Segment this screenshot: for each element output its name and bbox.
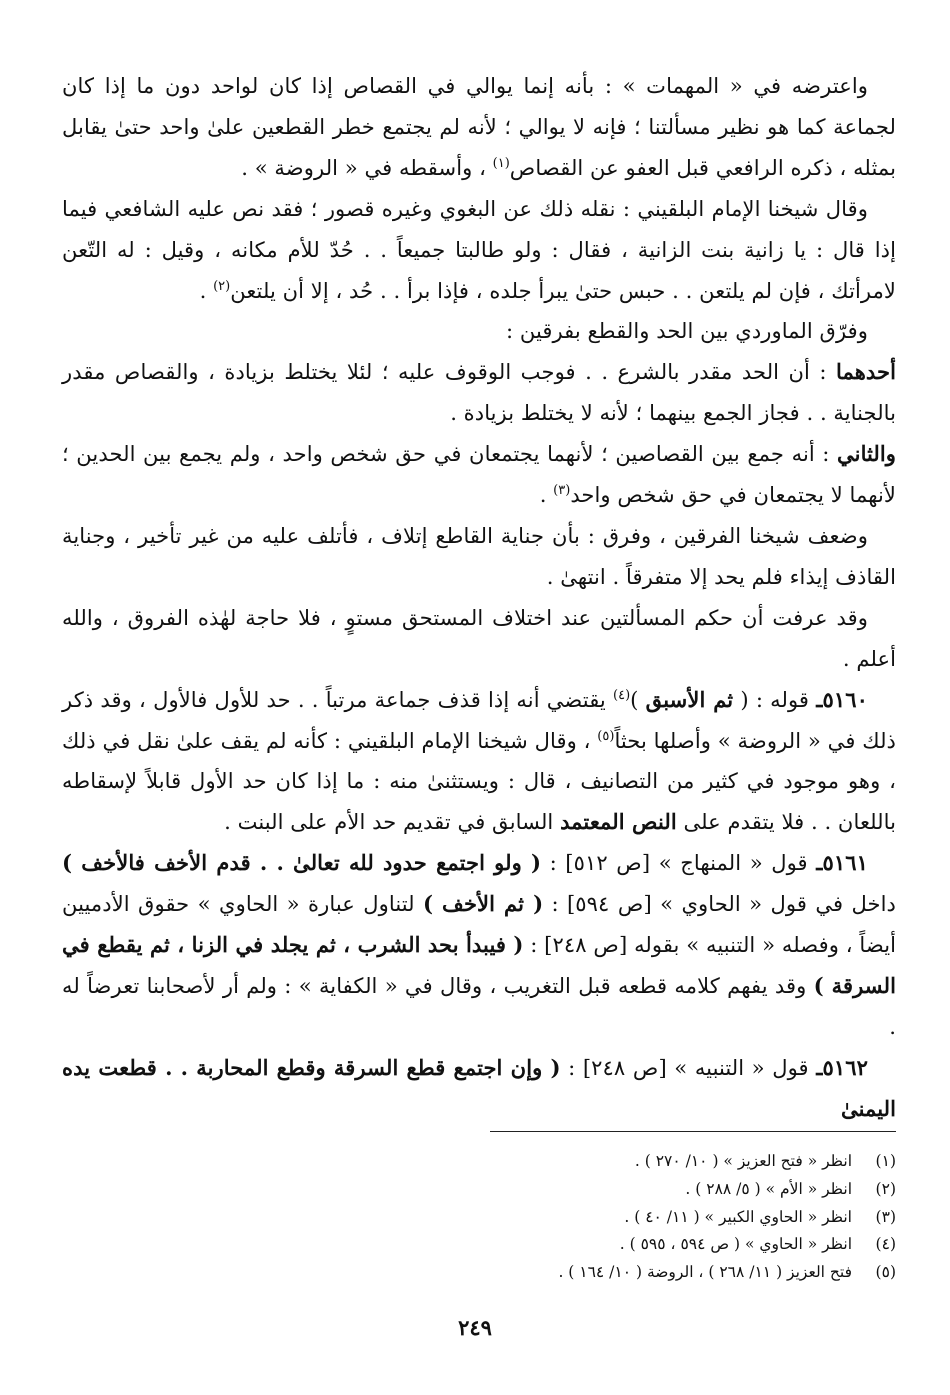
footnote-ref-1: (١) [492, 155, 510, 171]
text: قول « التنبيه » [ص ٢٤٨] : [560, 1054, 817, 1080]
text: : أن الحد مقدر بالشرع . . فوجب الوقوف عليه ؛ لئلا يختلط بزيادة ، والقصاص مقدر بالجناية . . فجاز الجمع بينهما ؛ لأنه لا يختلط بزيادة . [62, 359, 896, 426]
text: : أنه جمع بين القصاصين ؛ لأنهما يجتمعان في حق شخص واحد ، ولم يجمع بين الحدين ؛ لأنهما لا يجتمعان في حق شخص واحد [62, 441, 896, 508]
text: لتناول عبارة « الحاوي » حقوق الأدميين أيضاً ، وفصله « التنبيه » بقوله [ص ٢٤٨] : [62, 891, 897, 958]
footnote-text: انظر « فتح العزيز » ( ١٠/ ٢٧٠ ) . [634, 1152, 852, 1170]
entry-5162 [62, 1048, 896, 1130]
paragraph-3: وفرّق الماوردي بين الحد والقطع بفرقين : [505, 318, 868, 344]
quoted-text: ( ثم الأخف ) [422, 891, 544, 917]
footnote [62, 1176, 896, 1204]
quoted-text: ( فيبدأ بحد الشرب ، ثم يجلد في الزنا ، ثم يقطع في السرقة ) [62, 932, 897, 998]
footnote-number: (٥) [875, 1263, 896, 1282]
footnote-ref-2: (٢) [213, 278, 231, 294]
footnote [62, 1259, 896, 1287]
paragraph-2 [62, 189, 896, 312]
entry-number: ٥١٦٠ـ [816, 686, 868, 712]
text: قول « المنهاج » [ص ٥١٢] : [541, 850, 817, 876]
entry-number: ٥١٦١ـ [816, 850, 868, 876]
footnote-number: (٣) [875, 1207, 896, 1226]
footnote-text: فتح العزيز ( ١١/ ٢٦٨ ) ، الروضة ( ١٠/ ١٦٤ ) . [558, 1263, 852, 1282]
quoted-text: ( وإن اجتمع قطع السرقة وقطع المحاربة . . قطعت يده اليمنىٰ [62, 1054, 896, 1121]
footnote-text: انظر « الحاوي الكبير » ( ١١/ ٤٠ ) . [624, 1207, 852, 1226]
text: قوله : ( [733, 686, 817, 712]
entry-number: ٥١٦٢ـ [816, 1054, 868, 1080]
paragraph-7: وقد عرفت أن حكم المسألتين عند اختلاف المستحق مستوٍ ، فلا حاجة لهٰذه الفروق ، والله أعلم . [62, 604, 896, 671]
paragraph-5 [62, 434, 896, 516]
footnote-ref-4: (٤) [613, 687, 631, 703]
footnote [62, 1231, 896, 1259]
text: وقد يفهم كلامه قطعه قبل التغريب ، وقال في « الكفاية » : ولم أر لأصحابنا تعرضاً له . [62, 972, 896, 1039]
footnote-ref-5: (٥) [597, 728, 615, 744]
text: يقتضي أنه إذا قذف جماعة مرتباً . . حد للأول فالأول ، وقد ذكر ذلك في « الروضة » وأصلها بحثاً [62, 686, 896, 753]
entry-5160 [62, 680, 896, 844]
text: وقال شيخنا الإمام البلقيني : نقله ذلك عن البغوي وغيره قصور ؛ فقد نص عليه الشافعي فيما إذا قال : يا زانية بنت الزانية ، فقال : ولو طالبتا جميعاً . . حُدّ للأم مكانه ، وقيل : له التّعن لامرأتك ، فإن لم يلتعن . . حبس حتىٰ يبرأ جلده ، فإذا برأ . . حُد ، إلا أن يلتعن [62, 195, 896, 303]
paragraph-1 [62, 66, 896, 189]
quoted-text: ثم الأسبق [645, 686, 734, 712]
footnote-text: انظر « الحاوي » ( ص ٥٩٤ ، ٥٩٥ ) . [619, 1235, 852, 1254]
text: السابق في تقديم حد الأم على البنت . [224, 809, 561, 835]
text: . [539, 482, 554, 508]
main-text [62, 66, 896, 1130]
paragraph-4 [62, 352, 896, 434]
text: واعترضه في « المهمات » : بأنه إنما يوالي في القصاص إذا كان لواحد دون ما إذا كان لجماعة كما هو نظير مسألتنا ؛ فإنه لا يوالي ؛ لأنه لم يجتمع خطر القطعين علىٰ واحد حتىٰ يقابل بمثله ، ذكره الرافعي قبل العفو عن القصاص [62, 73, 896, 180]
footnote [62, 1204, 896, 1232]
footnotes [62, 1148, 896, 1287]
paragraph-6: وضعف شيخنا الفرقين ، وفرق : بأن جناية القاطع إتلاف ، فأتلف عليه من غير تأخير ، وجناية القاذف إيذاء فلم يحد إلا متفرقاً . انتهىٰ . [62, 522, 896, 589]
footnote-number: (٤) [875, 1235, 896, 1254]
footnote-text: انظر « الأم » ( ٥/ ٢٨٨ ) . [685, 1179, 852, 1198]
footnote [62, 1148, 896, 1176]
footnote-number: (١) [875, 1152, 896, 1170]
entry-5161 [62, 843, 896, 1048]
page-number: ٢٤٩ [458, 1315, 492, 1340]
bold-phrase: النص المعتمد [560, 809, 677, 835]
footnote-number: (٢) [875, 1179, 896, 1198]
text: . [199, 277, 214, 303]
text: ) [630, 686, 646, 712]
bold-lead: والثاني [837, 441, 896, 467]
quoted-text: ( ولو اجتمع حدود لله تعالىٰ . . قدم الأخف فالأخف ) [62, 850, 542, 876]
footnote-divider [490, 1131, 896, 1132]
bold-lead: أحدهما [836, 359, 896, 385]
footnote-ref-3: (٣) [553, 483, 571, 498]
text: داخل في قول « الحاوي » [ص ٥٩٤] : [543, 891, 896, 917]
text: ، وأسقطه في « الروضة » . [241, 154, 493, 180]
text: ، وقال شيخنا الإمام البلقيني : كأنه لم يقف علىٰ نقل في ذلك ، وهو موجود في كثير من التصانيف ، قال : ويستثنىٰ منه : ما إذا كان حد الأول قابلاً لإسقاطه باللعان . . فلا يتقدم على [62, 727, 896, 835]
